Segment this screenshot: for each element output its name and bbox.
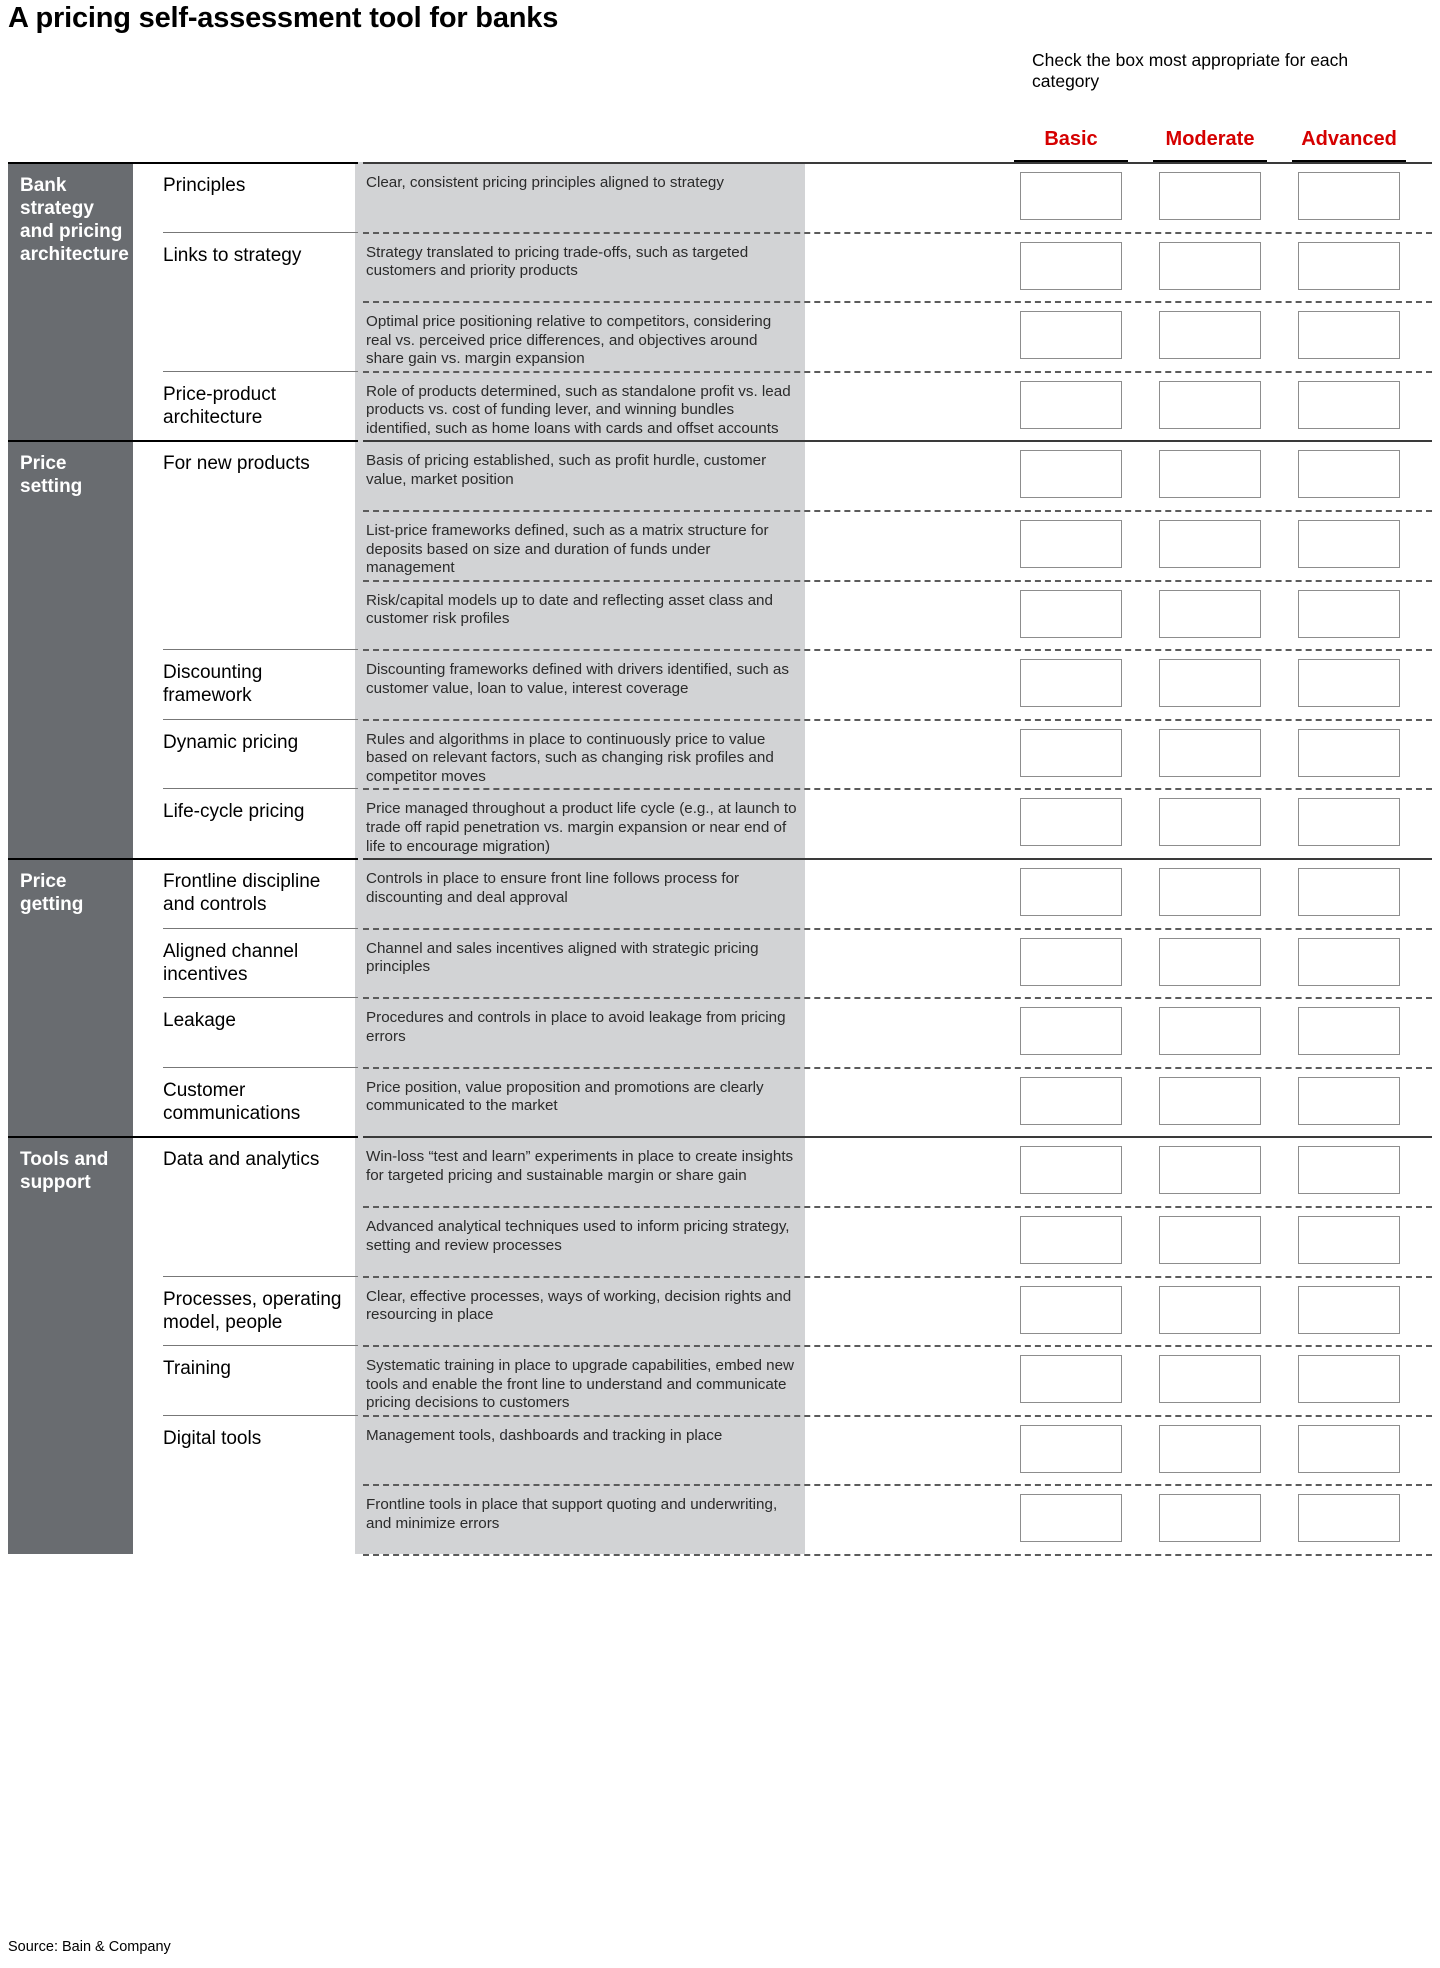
subcategory-label: Leakage [163,1010,236,1032]
assessment-checkbox-moderate[interactable] [1159,729,1261,777]
assessment-checkbox-moderate[interactable] [1159,938,1261,986]
row-separator-dashed [363,1345,1432,1347]
assessment-checkbox-advanced[interactable] [1298,1077,1400,1125]
criterion-description: Discounting frameworks defined with drivers identified, such as customer value, loan to value, interest coverage [366,661,789,697]
assessment-checkbox-basic[interactable] [1020,1146,1122,1194]
column-header-advanced: Advanced [1301,128,1397,150]
assessment-checkbox-basic[interactable] [1020,311,1122,359]
criterion-description: Management tools, dashboards and tracking in place [366,1426,723,1444]
assessment-checkbox-advanced[interactable] [1298,729,1400,777]
assessment-checkbox-basic[interactable] [1020,590,1122,638]
row-separator-dashed [363,1484,1432,1486]
criterion-description: Controls in place to ensure front line follows process for discounting and deal approval [366,870,740,906]
subcategory-label: Frontline discipline and controls [163,871,321,915]
criterion-description: Procedures and controls in place to avoid leakage from pricing errors [366,1009,786,1045]
assessment-checkbox-advanced[interactable] [1298,1007,1400,1055]
section-separator [8,1136,358,1138]
criterion-description: Channel and sales incentives aligned with strategic pricing principles [366,939,759,976]
subcategory-separator [163,719,358,720]
assessment-checkbox-basic[interactable] [1020,520,1122,568]
subcategory-separator [163,1415,358,1416]
assessment-checkbox-moderate[interactable] [1159,868,1261,916]
subcategory-label: Training [163,1358,231,1380]
assessment-checkbox-moderate[interactable] [1159,1007,1261,1055]
row-separator-dashed [363,1067,1432,1069]
assessment-checkbox-advanced[interactable] [1298,381,1400,429]
subcategory-label: Aligned channel incentives [163,940,299,985]
subcategory-label: Digital tools [163,1427,262,1449]
subcategory-label: Customer communications [163,1079,301,1124]
assessment-grid [0,162,1440,1869]
row-separator-dashed [363,232,1432,234]
criterion-description: Risk/capital models up to date and reflecting asset class and customer risk profiles [366,591,773,628]
assessment-checkbox-moderate[interactable] [1159,798,1261,846]
subcategory-separator [163,371,358,372]
criterion-description: List-price frameworks defined, such as a matrix structure for deposits based on size and duration of funds under management [366,522,769,577]
assessment-checkbox-moderate[interactable] [1159,590,1261,638]
row-separator-dashed [363,1554,1432,1556]
assessment-checkbox-advanced[interactable] [1298,1146,1400,1194]
subcategory-separator [163,1276,358,1277]
assessment-checkbox-moderate[interactable] [1159,381,1261,429]
subcategory-label: Discounting framework [163,662,263,707]
row-separator-dashed [363,788,1432,790]
assessment-checkbox-basic[interactable] [1020,1216,1122,1264]
page-title: A pricing self-assessment tool for banks [8,2,559,34]
assessment-checkbox-advanced[interactable] [1298,450,1400,498]
subcategory-label: Data and analytics [163,1149,320,1171]
subcategory-separator [163,997,358,998]
criterion-description: Price managed throughout a product life cycle (e.g., at launch to trade off rapid penetration vs. margin expansion or near end of life to encourage migration) [366,800,797,855]
assessment-checkbox-basic[interactable] [1020,938,1122,986]
row-separator-dashed [363,1415,1432,1417]
assessment-checkbox-moderate[interactable] [1159,1216,1261,1264]
subcategory-label: For new products [163,453,310,475]
assessment-checkbox-advanced[interactable] [1298,242,1400,290]
section-separator [8,440,358,442]
assessment-checkbox-moderate[interactable] [1159,1425,1261,1473]
column-header-moderate: Moderate [1165,128,1255,150]
criterion-description: Win-loss “test and learn” experiments in place to create insights for targeted pricing and sustainable margin or share gain [366,1148,794,1184]
section-label: Price getting [20,871,84,915]
assessment-checkbox-basic[interactable] [1020,1077,1122,1125]
assessment-checkbox-basic[interactable] [1020,1425,1122,1473]
criterion-description: Role of products determined, such as standalone profit vs. lead products vs. cost of funding lever, and winning bundles identified, such as home loans with cards and offset accounts [366,382,791,437]
subcategory-label: Processes, operating model, people [163,1288,342,1333]
assessment-checkbox-advanced[interactable] [1298,1286,1400,1334]
assessment-checkbox-advanced[interactable] [1298,938,1400,986]
assessment-checkbox-basic[interactable] [1020,450,1122,498]
row-separator-dashed [363,371,1432,373]
row-separator-dashed [363,510,1432,512]
assessment-checkbox-advanced[interactable] [1298,868,1400,916]
assessment-checkbox-moderate[interactable] [1159,450,1261,498]
assessment-checkbox-moderate[interactable] [1159,659,1261,707]
criterion-description: Strategy translated to pricing trade-offs, such as targeted customers and priority products [366,243,749,280]
assessment-checkbox-advanced[interactable] [1298,172,1400,220]
assessment-checkbox-advanced[interactable] [1298,1425,1400,1473]
assessment-checkbox-moderate[interactable] [1159,242,1261,290]
section-band-3 [8,1136,133,1554]
criterion-description: Systematic training in place to upgrade capabilities, embed new tools and enable the front line to understand and communicate pricing decisions to customers [366,1357,795,1412]
section-label: Price setting [20,453,83,498]
assessment-checkbox-basic[interactable] [1020,1286,1122,1334]
assessment-checkbox-basic[interactable] [1020,659,1122,707]
assessment-checkbox-advanced[interactable] [1298,798,1400,846]
row-separator-solid [363,440,1432,442]
criterion-description: Rules and algorithms in place to continuously price to value based on relevant factors, such as changing risk profiles and competitor moves [366,730,774,785]
assessment-checkbox-moderate[interactable] [1159,311,1261,359]
row-separator-solid [363,1136,1432,1138]
row-separator-dashed [363,580,1432,582]
row-separator-dashed [363,928,1432,930]
subcategory-separator [163,232,358,233]
row-separator-solid [363,162,1432,164]
assessment-checkbox-basic[interactable] [1020,242,1122,290]
assessment-checkbox-basic[interactable] [1020,381,1122,429]
assessment-checkbox-basic[interactable] [1020,868,1122,916]
assessment-checkbox-basic[interactable] [1020,798,1122,846]
row-separator-dashed [363,1206,1432,1208]
subcategory-separator [163,788,358,789]
criterion-description: Frontline tools in place that support quoting and underwriting, and minimize errors [366,1496,778,1532]
subcategory-label: Links to strategy [163,244,302,266]
assessment-checkbox-moderate[interactable] [1159,1146,1261,1194]
subcategory-separator [163,1067,358,1068]
assessment-checkbox-basic[interactable] [1020,172,1122,220]
row-separator-dashed [363,649,1432,651]
subcategory-separator [163,928,358,929]
assessment-checkbox-advanced[interactable] [1298,520,1400,568]
section-separator [8,858,358,860]
assessment-checkbox-moderate[interactable] [1159,1494,1261,1542]
assessment-checkbox-moderate[interactable] [1159,1355,1261,1403]
section-label: Tools and support [20,1149,109,1194]
row-separator-dashed [363,997,1432,999]
row-separator-dashed [363,1276,1432,1278]
assessment-checkbox-moderate[interactable] [1159,172,1261,220]
row-separator-dashed [363,719,1432,721]
instruction-text: Check the box most appropriate for each category [1032,50,1349,91]
subcategory-label: Dynamic pricing [163,731,299,753]
criterion-description: Price position, value proposition and promotions are clearly communicated to the market [366,1078,764,1115]
assessment-checkbox-basic[interactable] [1020,1007,1122,1055]
criterion-description: Basis of pricing established, such as profit hurdle, customer value, market position [366,452,767,488]
assessment-checkbox-advanced[interactable] [1298,311,1400,359]
row-separator-solid [363,858,1432,860]
assessment-checkbox-advanced[interactable] [1298,659,1400,707]
section-label: Bank strategy and pricing architecture [20,175,129,265]
section-separator [8,162,358,164]
criterion-description: Clear, consistent pricing principles aligned to strategy [366,174,724,191]
column-header-basic: Basic [1044,128,1098,150]
criterion-description: Clear, effective processes, ways of working, decision rights and resourcing in place [366,1287,792,1324]
subcategory-separator [163,1345,358,1346]
criterion-description: Advanced analytical techniques used to inform pricing strategy, setting and review processes [366,1218,790,1254]
assessment-checkbox-basic[interactable] [1020,1494,1122,1542]
assessment-checkbox-advanced[interactable] [1298,590,1400,638]
criterion-description: Optimal price positioning relative to competitors, considering real vs. perceived price differences, and objectives around share gain vs. margin expansion [366,313,772,368]
assessment-checkbox-advanced[interactable] [1298,1494,1400,1542]
row-separator-dashed [363,301,1432,303]
subcategory-label: Price-product architecture [163,383,276,428]
subcategory-separator [163,649,358,650]
subcategory-label: Life-cycle pricing [163,801,305,823]
assessment-checkbox-basic[interactable] [1020,1355,1122,1403]
assessment-checkbox-basic[interactable] [1020,729,1122,777]
subcategory-label: Principles [163,175,246,196]
section-band-1 [8,440,133,858]
source-note: Source: Bain & Company [8,1939,171,1955]
assessment-checkbox-advanced[interactable] [1298,1355,1400,1403]
assessment-checkbox-moderate[interactable] [1159,1286,1261,1334]
assessment-checkbox-moderate[interactable] [1159,1077,1261,1125]
assessment-checkbox-advanced[interactable] [1298,1216,1400,1264]
assessment-checkbox-moderate[interactable] [1159,520,1261,568]
